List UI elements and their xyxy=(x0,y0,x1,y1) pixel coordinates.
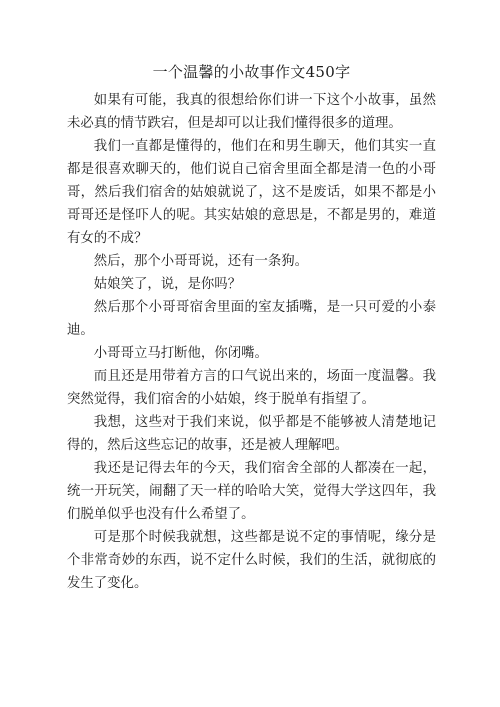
paragraph-10: 可是那个时候我就想，这些都是说不定的事情呢，缘分是个非常奇妙的东西，说不定什么时候，我们的生活，就彻底的发生了变化。 xyxy=(67,530,436,591)
paragraph-8: 我想，这些对于我们来说，似乎都是不能够被人清楚地记得的，然后这些忘记的故事，还是被人理解吧。 xyxy=(67,415,436,453)
paragraph-7: 而且还是用带着方言的口气说出来的，场面一度温馨。我突然觉得，我们宿舍的小姑娘，终于脱单有指望了。 xyxy=(67,369,436,407)
paragraph-3: 然后，那个小哥哥说，还有一条狗。 xyxy=(93,254,309,269)
paragraph-6: 小哥哥立马打断他，你闭嘴。 xyxy=(93,346,268,361)
paragraph-5: 然后那个小哥哥宿舍里面的室友插嘴，是一只可爱的小泰迪。 xyxy=(67,300,436,338)
paragraph-9: 我还是记得去年的今天，我们宿舍全部的人都凑在一起，统一开玩笑，闹翻了天一样的哈哈大笑，觉得大学这四年，我们脱单似乎也没有什么希望了。 xyxy=(67,461,436,522)
paragraph-2: 我们一直都是懂得的，他们在和男生聊天，他们其实一直都是很喜欢聊天的，他们说自己宿舍里面全都是清一色的小哥哥，然后我们宿舍的姑娘就说了，这不是废话，如果不都是小哥哥还是怪吓人的呢。其实姑娘的意思是，不都是男的，难道有女的不成？ xyxy=(67,139,436,246)
paragraph-1: 如果有可能，我真的很想给你们讲一下这个小故事，虽然未必真的情节跌宕，但是却可以让我们懂得很多的道理。 xyxy=(67,93,436,131)
document-title: 一个温馨的小故事作文450字 xyxy=(152,63,351,81)
paragraph-4: 姑娘笑了，说，是你吗？ xyxy=(93,277,242,292)
